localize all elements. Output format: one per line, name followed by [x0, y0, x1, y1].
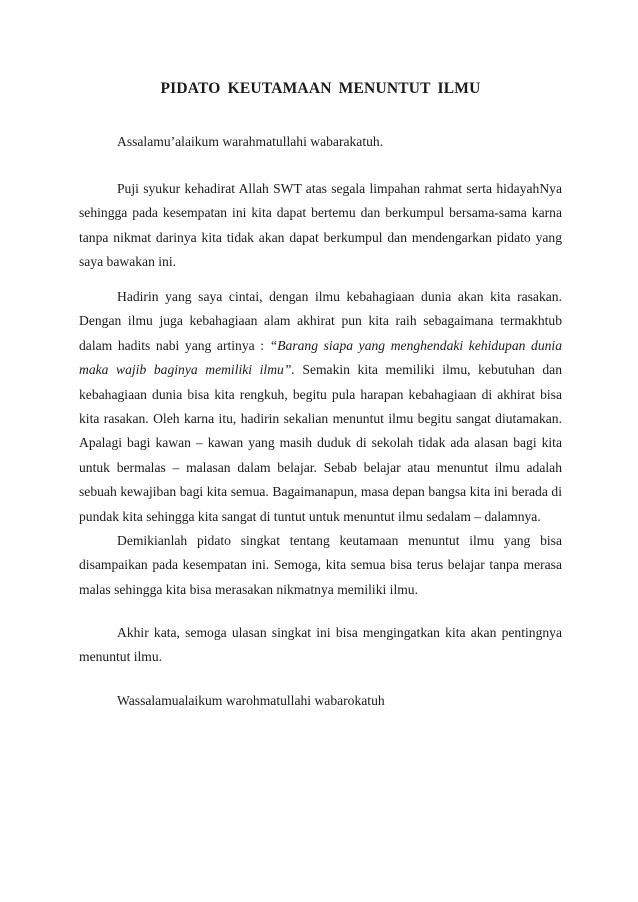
greeting-paragraph: Assalamu’alaikum warahmatullahi wabarakatuh. — [117, 134, 384, 149]
closing-salutation: Wassalamualaikum warohmatullahi wabarokatuh — [117, 693, 385, 708]
main-paragraph-body: Semakin kita memiliki ilmu, kebutuhan dan kebahagiaan dunia bisa kita rengkuh, begitu pula harapan kebahagiaan di akhirat bisa kita rasakan. Oleh karna itu, hadirin sekalian menuntut ilmu begitu sangat diutamakan. Apalagi bagi kawan – kawan yang masih duduk di sekolah tidak ada alasan bagi kita untuk bermalas – malasan dalam belajar. Sebab belajar atau menuntut ilmu adalah sebuah kewajiban bagi kita semua. Bagaimanapun, masa depan bangsa kita ini berada di pundak kita sehingga kita sangat di tuntut untuk menuntut ilmu sedalam – dalamnya. — [79, 362, 562, 524]
hadith-quote: “Barang siapa yang menghendaki kehidupan dunia maka wajib baginya memiliki ilmu”. — [79, 337, 562, 378]
main-paragraph-intro: Hadirin yang saya cintai, dengan ilmu kebahagiaan dunia akan kita rasakan. Dengan ilmu juga kebahagiaan alam akhirat pun kita raih sebagaimana termakhtub dalam hadits nabi yang artinya : — [79, 289, 562, 353]
document-title: PIDATO KEUTAMAAN MENUNTUT ILMU — [160, 80, 481, 97]
conclusion-paragraph: Demikianlah pidato singkat tentang keutamaan menuntut ilmu yang bisa disampaikan pada kesempatan ini. Semoga, kita semua bisa terus belajar tanpa merasa malas sehingga kita bisa merasakan nikmatnya memiliki ilmu. — [79, 533, 562, 597]
opening-paragraph: Puji syukur kehadirat Allah SWT atas segala limpahan rahmat serta hidayahNya sehingga pada kesempatan ini kita dapat bertemu dan berkumpul bersama-sama karna tanpa nikmat darinya kita tidak akan dapat berkumpul dan mendengarkan pidato yang saya bawakan ini. — [79, 181, 562, 270]
final-remarks-paragraph: Akhir kata, semoga ulasan singkat ini bisa mengingatkan kita akan pentingnya menuntut ilmu. — [79, 625, 562, 665]
main-paragraph — [79, 285, 562, 529]
